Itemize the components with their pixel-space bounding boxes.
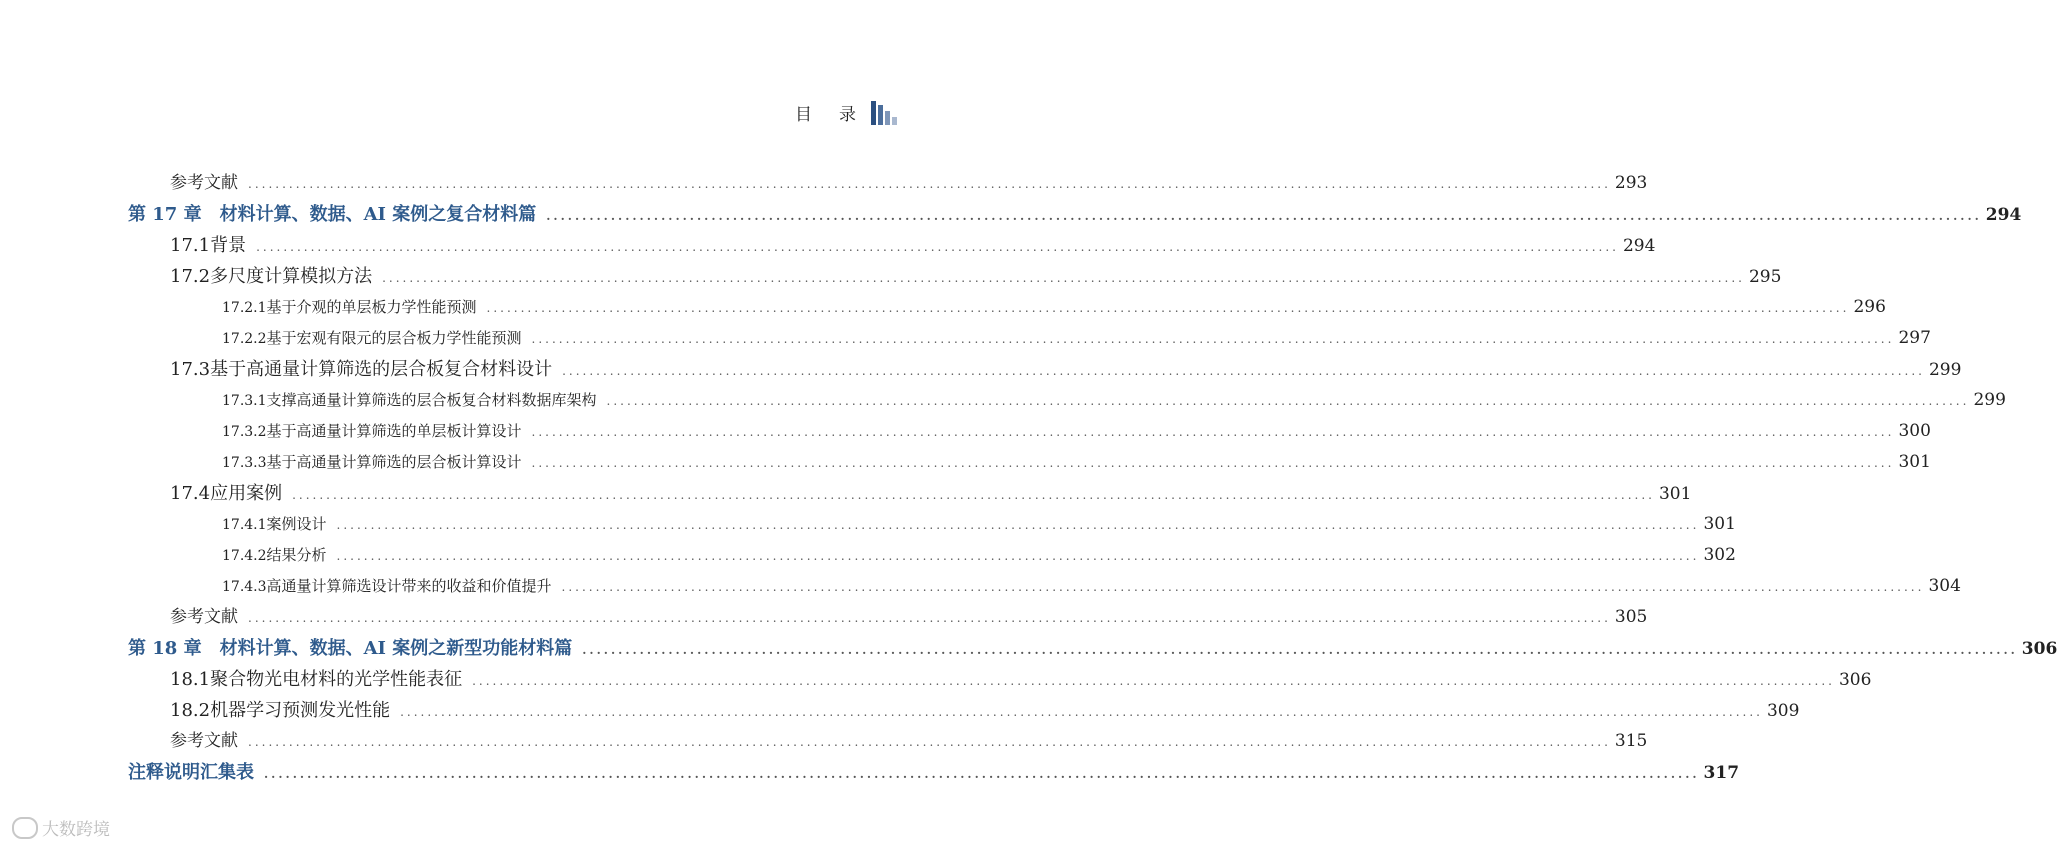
- toc-dot-leader: ........................................................................................................................................................................................................: [472, 674, 1835, 688]
- toc-entry-number: 17.4.3: [222, 579, 267, 595]
- toc-dot-leader: ........................................................................................................................................................................................................: [248, 611, 1611, 625]
- toc-dot-leader: ........................................................................................................................................................................................................: [546, 209, 1982, 223]
- toc-page-number: 299: [1973, 390, 2006, 410]
- toc-dot-leader: ........................................................................................................................................................................................................: [486, 301, 1850, 315]
- toc-entry-number: 17.3: [170, 359, 211, 380]
- toc-dot-leader: ........................................................................................................................................................................................................: [264, 767, 1700, 781]
- toc-entry-number: 17.3.1: [222, 393, 267, 409]
- watermark: [12, 815, 110, 840]
- toc-page-number: 297: [1898, 328, 1931, 348]
- toc-dot-leader: ........................................................................................................................................................................................................: [292, 488, 1655, 502]
- header-bar: [878, 105, 883, 125]
- toc-page-number: 294: [1985, 205, 2022, 225]
- toc-entry[interactable]: [170, 695, 1800, 726]
- toc-page-number: 309: [1766, 701, 1800, 721]
- toc-dot-leader: ........................................................................................................................................................................................................: [531, 456, 1895, 470]
- toc-entry[interactable]: [222, 447, 1931, 478]
- toc-entry-number: 17.3.2: [222, 424, 267, 440]
- toc-page-number: 301: [1898, 452, 1931, 472]
- toc-dot-leader: ........................................................................................................................................................................................................: [582, 643, 2018, 657]
- toc-dot-leader: ........................................................................................................................................................................................................: [531, 332, 1895, 346]
- toc-entry-title: 注释说明汇集表: [128, 762, 254, 783]
- toc-entry-number: 17.3.3: [222, 455, 267, 471]
- toc-entry-title: 基于高通量计算筛选的单层板计算设计: [266, 422, 522, 440]
- toc-entry[interactable]: [222, 540, 1736, 571]
- toc-entry-title: 结果分析: [266, 546, 327, 564]
- toc-dot-leader: ........................................................................................................................................................................................................: [562, 364, 1925, 378]
- toc-entry[interactable]: [170, 168, 1648, 199]
- toc-entry[interactable]: [222, 509, 1736, 540]
- toc-page-number: 306: [2021, 639, 2057, 659]
- toc-entry[interactable]: [170, 478, 1692, 509]
- header-title-left: 目: [795, 105, 813, 125]
- toc-entry[interactable]: [222, 292, 1886, 323]
- toc-entry-number: 第 18 章: [128, 638, 202, 659]
- toc-entry[interactable]: [170, 261, 1782, 292]
- toc-page-number: 296: [1853, 297, 1886, 317]
- toc-entry[interactable]: [128, 757, 1740, 788]
- toc-dot-leader: ........................................................................................................................................................................................................: [336, 549, 1700, 563]
- toc-entry[interactable]: [222, 571, 1961, 602]
- toc-entry[interactable]: [170, 664, 1872, 695]
- toc-page-number: 293: [1614, 173, 1648, 193]
- toc-dot-leader: ........................................................................................................................................................................................................: [382, 271, 1745, 285]
- toc-entry-number: 18.2: [170, 700, 211, 721]
- toc-entry-title: 参考文献: [170, 731, 238, 751]
- toc-entry-number: 17.1: [170, 235, 211, 256]
- toc-entry-title: 应用案例: [210, 483, 283, 504]
- toc-entry-title: 基于高通量计算筛选的层合板计算设计: [266, 453, 522, 471]
- header-bar: [871, 101, 876, 125]
- toc-dot-leader: ........................................................................................................................................................................................................: [531, 425, 1895, 439]
- toc-entry-number: 17.2.2: [222, 331, 267, 347]
- toc-page-number: 301: [1703, 514, 1736, 534]
- toc-entry-title: 支撑高通量计算筛选的层合板复合材料数据库架构: [266, 391, 597, 409]
- toc-entry-number: 17.4: [170, 483, 211, 504]
- toc-entry-title: 聚合物光电材料的光学性能表征: [210, 669, 463, 690]
- toc-dot-leader: ........................................................................................................................................................................................................: [248, 735, 1611, 749]
- watermark-text: 大数跨境: [42, 820, 110, 840]
- toc-dot-leader: ........................................................................................................................................................................................................: [400, 705, 1763, 719]
- toc-entry-title: 基于高通量计算筛选的层合板复合材料设计: [210, 359, 553, 380]
- toc-entry-title: 基于介观的单层板力学性能预测: [266, 298, 477, 316]
- toc-entry-title: 参考文献: [170, 607, 238, 627]
- toc-page-number: 295: [1748, 267, 1782, 287]
- toc-page-number: 305: [1614, 607, 1648, 627]
- toc-entry-title: 基于宏观有限元的层合板力学性能预测: [266, 329, 522, 347]
- toc-entry[interactable]: [170, 726, 1648, 757]
- toc-entry[interactable]: [128, 199, 2022, 230]
- toc-page-number: 302: [1703, 545, 1736, 565]
- toc-entry-title: 多尺度计算模拟方法: [210, 266, 373, 287]
- toc-entry[interactable]: [128, 633, 2057, 664]
- toc-page-number: 300: [1898, 421, 1931, 441]
- header-title-right: 录: [839, 105, 857, 125]
- toc-dot-leader: ........................................................................................................................................................................................................: [336, 518, 1700, 532]
- toc-page-number: 317: [1703, 763, 1740, 783]
- toc-entry-number: 17.2: [170, 266, 211, 287]
- header-bar: [892, 117, 897, 125]
- toc-entry[interactable]: [170, 602, 1648, 633]
- running-header: [795, 100, 897, 125]
- toc-entry[interactable]: [222, 323, 1931, 354]
- toc-entry-number: 第 17 章: [128, 204, 202, 225]
- toc-entry-title: 机器学习预测发光性能: [210, 700, 391, 721]
- toc-entry-number: 17.2.1: [222, 300, 267, 316]
- toc-entry-title: 案例设计: [266, 515, 327, 533]
- watermark-icon: [12, 817, 38, 839]
- toc-dot-leader: ........................................................................................................................................................................................................: [561, 580, 1925, 594]
- toc-entry[interactable]: [222, 416, 1931, 447]
- toc-entry[interactable]: [170, 354, 1962, 385]
- toc-page-number: 294: [1622, 236, 1656, 256]
- toc-page-number: 306: [1838, 670, 1872, 690]
- toc-dot-leader: ........................................................................................................................................................................................................: [248, 177, 1611, 191]
- toc-entry-number: 17.4.2: [222, 548, 267, 564]
- toc-entry-title: 参考文献: [170, 173, 238, 193]
- toc-entry-number: 17.4.1: [222, 517, 267, 533]
- toc-entry[interactable]: [170, 230, 1656, 261]
- toc-entry-number: 18.1: [170, 669, 211, 690]
- toc-dot-leader: ........................................................................................................................................................................................................: [256, 240, 1619, 254]
- toc-page-number: 304: [1928, 576, 1961, 596]
- toc-page-number: 299: [1928, 360, 1962, 380]
- toc-entry-title: 材料计算、数据、AI 案例之复合材料篇: [219, 204, 537, 225]
- toc-entry[interactable]: [222, 385, 2006, 416]
- header-bars-icon: [871, 101, 897, 125]
- toc-page-number: 315: [1614, 731, 1648, 751]
- header-bar: [885, 111, 890, 125]
- toc-dot-leader: ........................................................................................................................................................................................................: [606, 394, 1970, 408]
- toc-entry-title: 高通量计算筛选设计带来的收益和价值提升: [266, 577, 552, 595]
- toc-entry-title: 材料计算、数据、AI 案例之新型功能材料篇: [219, 638, 573, 659]
- toc-page-number: 301: [1658, 484, 1692, 504]
- header-title: [795, 100, 857, 125]
- toc-entry-title: 背景: [210, 235, 247, 256]
